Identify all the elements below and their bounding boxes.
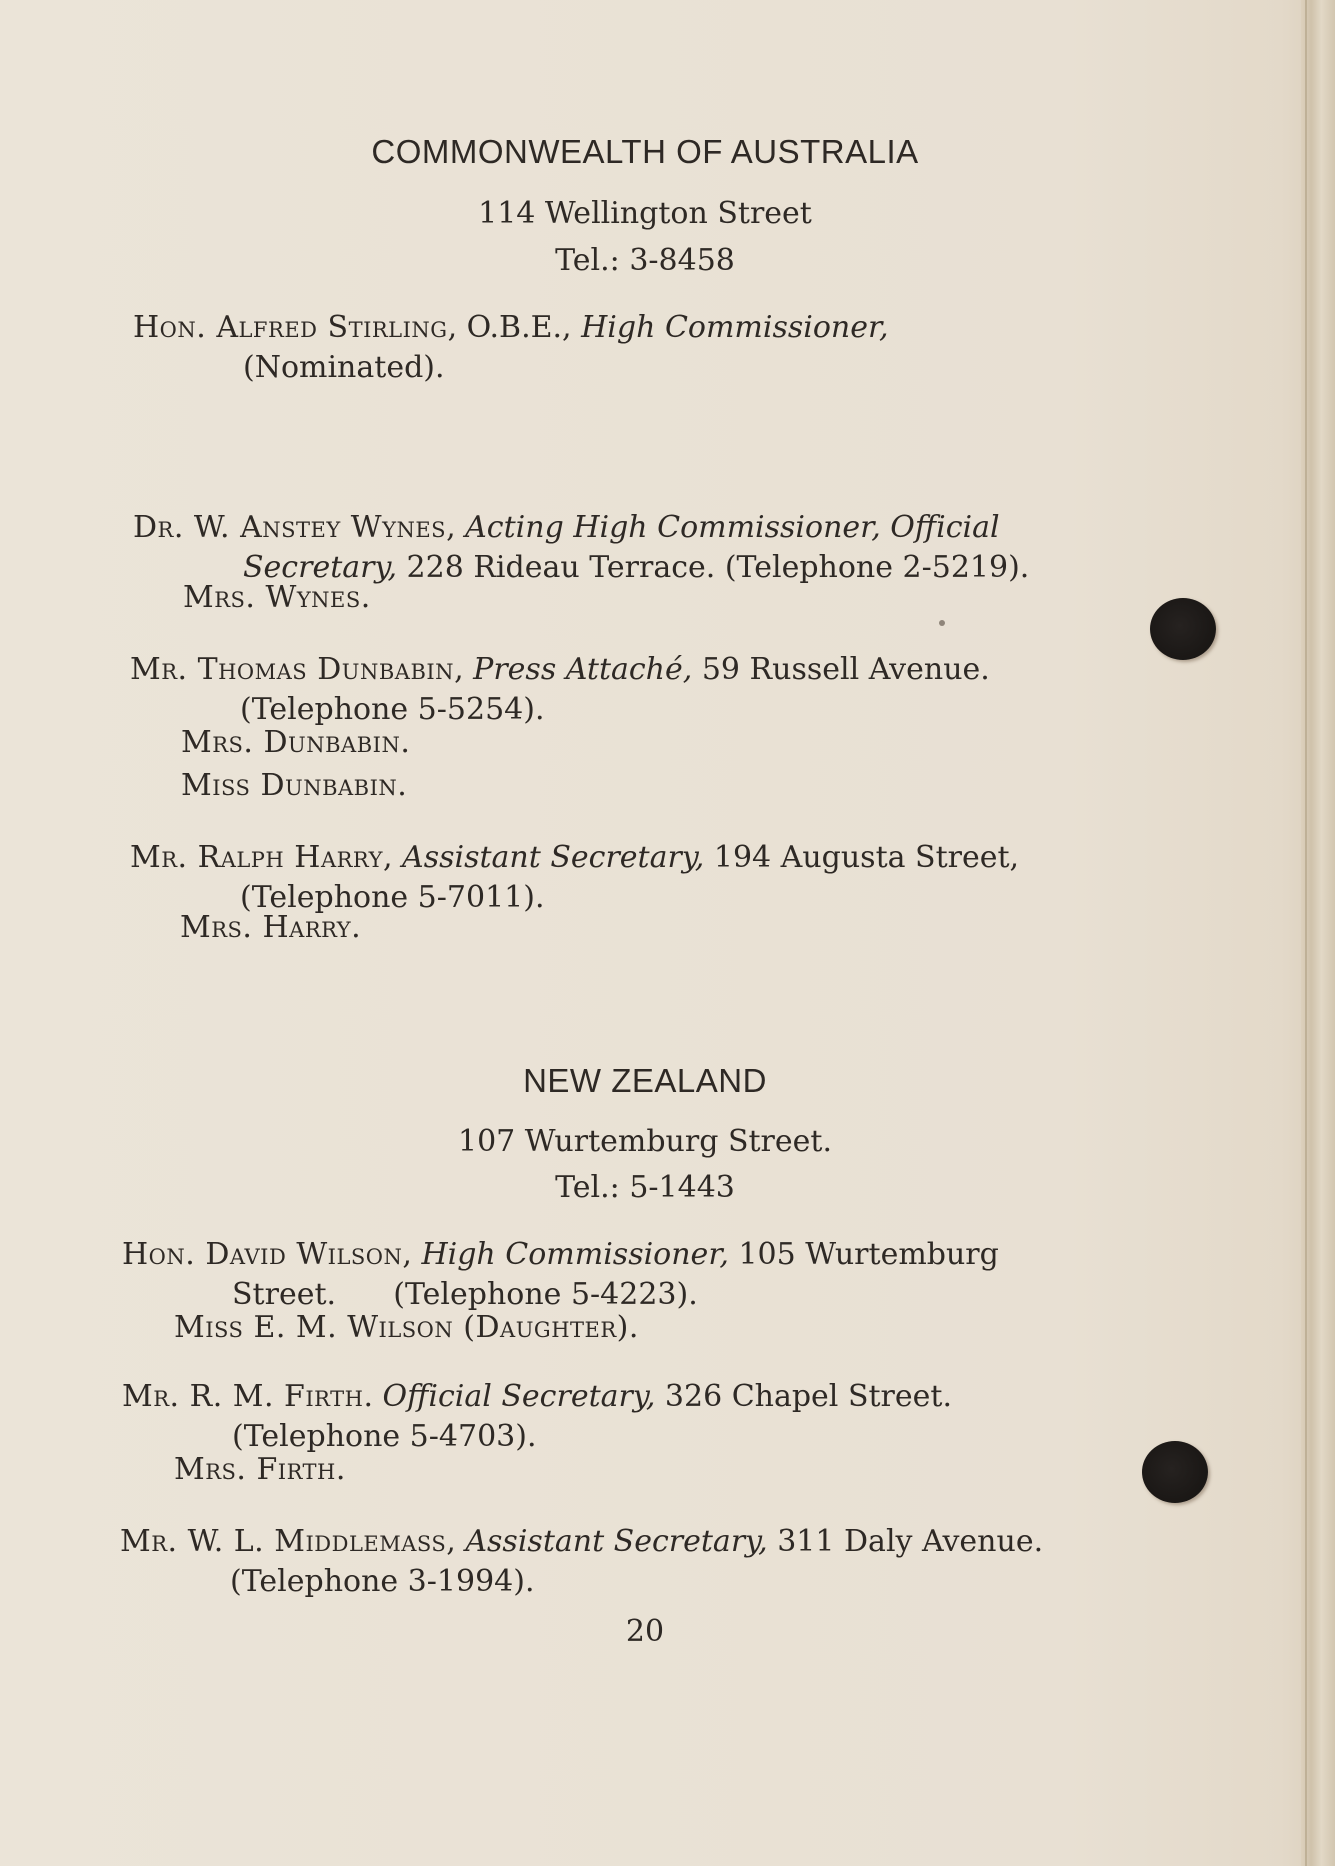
daughter-dunbabin: Miss Dunbabin. (181, 768, 408, 803)
entry-continuation: Street. (Telephone 5-4223). (232, 1277, 698, 1312)
spouse-firth: Mrs. Firth. (174, 1452, 346, 1487)
person-role: High Commissioner, (421, 1237, 729, 1272)
new-zealand-telephone: Tel.: 5-1443 (555, 1170, 735, 1205)
entry-harry (130, 838, 1019, 918)
punch-hole (1150, 598, 1216, 660)
person-name: Mr. W. L. Middlemass (120, 1524, 447, 1559)
person-name: Hon. Alfred Stirling (133, 310, 448, 345)
daughter-wilson: Miss E. M. Wilson (Daughter). (174, 1310, 639, 1345)
person-role: Press Attaché, (473, 652, 693, 687)
australia-address: 114 Wellington Street (478, 196, 812, 231)
entry-wilson (122, 1235, 999, 1315)
entry-stirling (133, 308, 889, 388)
entry-continuation: (Telephone 5-5254). (240, 692, 545, 727)
separator: , (446, 1524, 466, 1559)
section-title-australia: COMMONWEALTH OF AUSTRALIA (371, 133, 919, 170)
person-name: Dr. W. Anstey Wynes (133, 510, 447, 545)
person-address: 59 Russell Avenue. (692, 652, 990, 687)
person-role: Official Secretary, (382, 1379, 656, 1414)
entry-continuation: (Telephone 3-1994). (230, 1564, 535, 1599)
section-title-new-zealand: NEW ZEALAND (523, 1062, 767, 1099)
spouse-wynes: Mrs. Wynes. (183, 580, 371, 615)
person-name: Mr. Ralph Harry (130, 840, 383, 875)
separator: . (363, 1379, 383, 1414)
punch-hole (1142, 1441, 1208, 1503)
person-role: Assistant Secretary, (465, 1524, 768, 1559)
separator: , (382, 840, 403, 875)
australia-telephone: Tel.: 3-8458 (555, 243, 735, 278)
person-role-continued: Secretary, (243, 550, 397, 585)
entry-continuation: (Telephone 5-4703). (232, 1419, 537, 1454)
person-address: 311 Daly Avenue. (767, 1524, 1044, 1559)
entry-firth (122, 1377, 952, 1457)
person-name: Mr. R. M. Firth (122, 1379, 364, 1414)
spouse-harry: Mrs. Harry. (180, 910, 362, 945)
person-address: 194 Augusta Street, (704, 840, 1020, 875)
person-role: High Commissioner, (581, 310, 889, 345)
new-zealand-address: 107 Wurtemburg Street. (458, 1124, 832, 1159)
separator: , (446, 510, 466, 545)
person-name: Mr. Thomas Dunbabin (130, 652, 455, 687)
entry-wynes (133, 508, 1029, 588)
spine-crease (1305, 0, 1307, 1866)
person-role: Assistant Secretary, (402, 840, 705, 875)
separator: , (402, 1237, 422, 1272)
person-role: Acting High Commissioner, Official (465, 510, 1000, 545)
entry-continuation: 228 Rideau Terrace. (Telephone 2-5219). (396, 550, 1030, 585)
separator: , (454, 652, 474, 687)
entry-middlemass (120, 1522, 1043, 1602)
person-name: Hon. David Wilson (122, 1237, 403, 1272)
spouse-dunbabin: Mrs. Dunbabin. (181, 725, 411, 760)
entry-continuation: (Telephone 5-7011). (240, 880, 545, 915)
paper-speck (939, 620, 945, 626)
person-address: 105 Wurtemburg (728, 1237, 999, 1272)
post-nominals: , O.B.E., (447, 310, 582, 345)
entry-continuation: (Nominated). (243, 350, 445, 385)
entry-dunbabin (130, 650, 990, 730)
page-number: 20 (625, 1614, 665, 1649)
person-address: 326 Chapel Street. (655, 1379, 952, 1414)
